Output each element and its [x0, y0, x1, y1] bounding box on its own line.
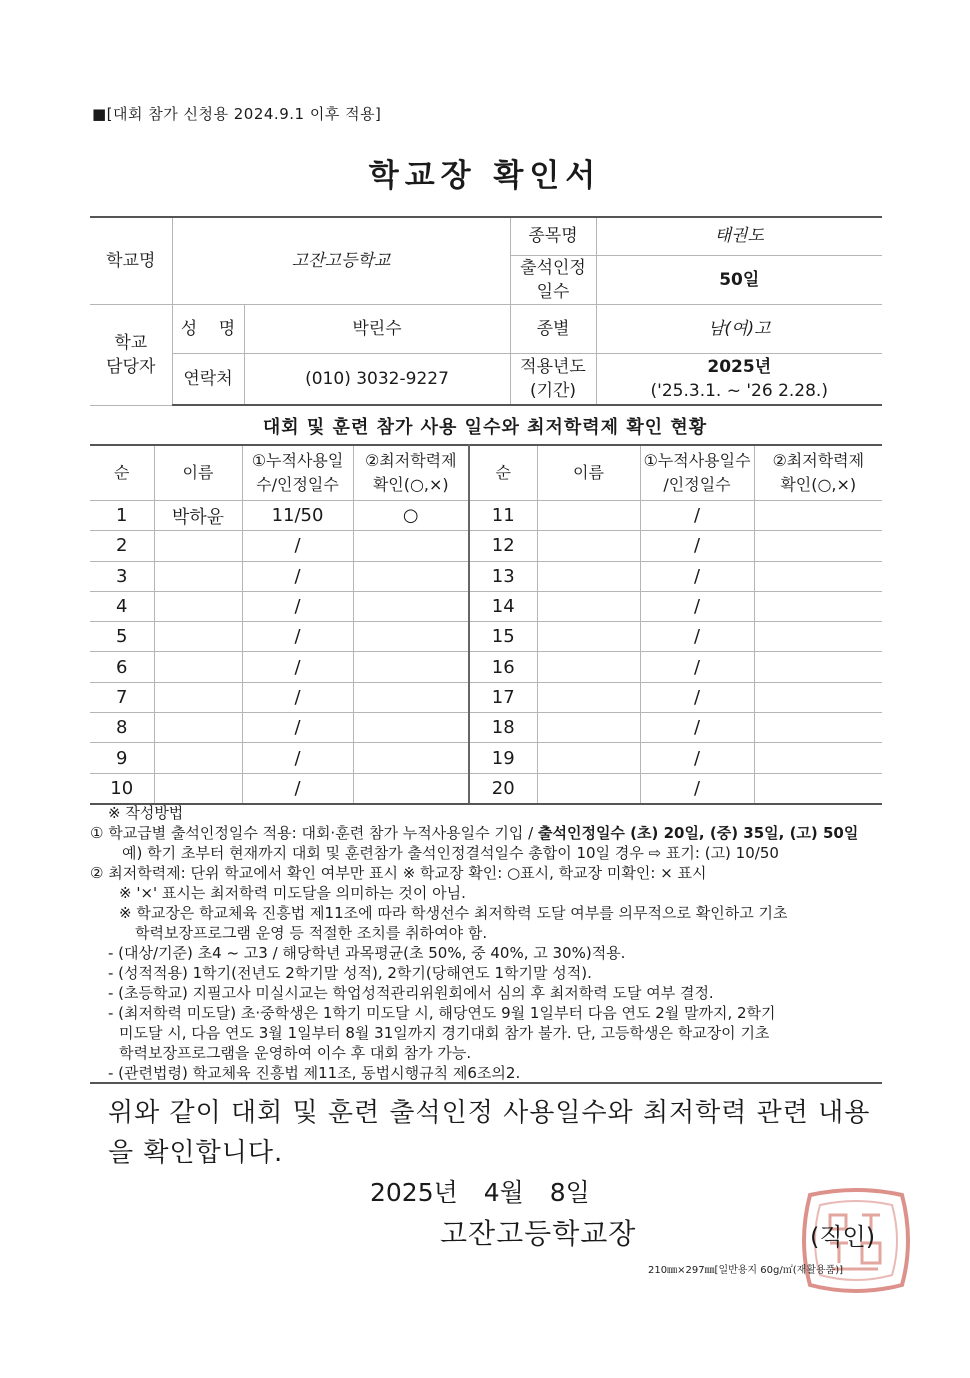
- row-no: 8: [90, 713, 154, 743]
- row-days: /: [242, 622, 353, 652]
- divider: [90, 1082, 882, 1084]
- header-no-2: 순: [469, 445, 537, 501]
- row-name: [154, 682, 242, 712]
- gender-value: 남(여)고: [596, 304, 882, 353]
- application-note: ■[대회 참가 신청용 2024.9.1 이후 적용]: [92, 105, 382, 123]
- seal-label: (직인): [810, 1223, 876, 1251]
- guide-law: - (관련법령) 학교체육 진흥법 제11조, 동법시행규칙 제6조의2.: [108, 1064, 521, 1082]
- row-days-2: /: [640, 591, 754, 621]
- table-row: [90, 652, 882, 682]
- row-check: [353, 622, 469, 652]
- row-days: /: [242, 652, 353, 682]
- manager-label: 학교 담당자: [90, 304, 172, 405]
- roster-title: 대회 및 훈련 참가 사용 일수와 최저학력제 확인 현황: [262, 417, 708, 438]
- row-check: [353, 531, 469, 561]
- table-row: [90, 622, 882, 652]
- row-name: [154, 561, 242, 591]
- header-name-2: 이름: [537, 445, 640, 501]
- row-days: 11/50: [242, 501, 353, 531]
- principal-name: 고잔고등학교장: [440, 1217, 637, 1250]
- row-check-2: [754, 743, 882, 773]
- row-days: /: [242, 713, 353, 743]
- name-label: 성 명: [172, 304, 244, 353]
- row-check-2: [754, 622, 882, 652]
- row-check-2: [754, 501, 882, 531]
- year-value: 2025년: [707, 356, 772, 377]
- row-name-2: [537, 501, 640, 531]
- row-no-2: 11: [469, 501, 537, 531]
- row-check: [353, 743, 469, 773]
- school-info-table: [90, 216, 882, 406]
- header-check: ②최저학력제 확인(○,×): [353, 445, 469, 501]
- row-name: [154, 652, 242, 682]
- row-name: [154, 743, 242, 773]
- issue-date: 2025년 4월 8일: [370, 1178, 590, 1207]
- row-no: 6: [90, 652, 154, 682]
- row-days-2: /: [640, 561, 754, 591]
- header-no: 순: [90, 445, 154, 501]
- row-days-2: /: [640, 713, 754, 743]
- row-no-2: 16: [469, 652, 537, 682]
- guide-item-2-note-b-cont: 학력보장프로그램 운영 등 적절한 조치를 취하여야 함.: [135, 924, 488, 942]
- row-no-2: 14: [469, 591, 537, 621]
- guide-shortfall-cont-1: 미도달 시, 다음 연도 3월 1일부터 8월 31일까지 경기대회 참가 불가. 단, 고등학생은 학교장이 기초: [119, 1024, 770, 1042]
- row-name: 박하윤: [154, 501, 242, 531]
- row-check: ○: [353, 501, 469, 531]
- table-row: [90, 743, 882, 773]
- year-cell: [596, 353, 882, 405]
- table-row: [90, 501, 882, 531]
- row-days-2: /: [640, 773, 754, 804]
- year-label: 적용년도 (기간): [510, 353, 596, 405]
- row-no-2: 19: [469, 743, 537, 773]
- header-days-2: ①누적사용일수 /인정일수: [640, 445, 754, 501]
- row-check-2: [754, 713, 882, 743]
- period-value: ('25.3.1. ~ '26 2.28.): [650, 380, 828, 401]
- row-check: [353, 773, 469, 804]
- row-no: 2: [90, 531, 154, 561]
- guide-item-1-example: 예) 학기 초부터 현재까지 대회 및 훈련참가 출석인정결석일수 총합이 10일 경우 ⇨ 표기: (고) 10/50: [122, 844, 779, 862]
- row-check-2: [754, 531, 882, 561]
- row-check-2: [754, 773, 882, 804]
- row-check: [353, 561, 469, 591]
- row-name-2: [537, 713, 640, 743]
- confirmation-text: 위와 같이 대회 및 훈련 출석인정 사용일수와 최저학력 관련 내용을 확인합니다.: [108, 1098, 871, 1168]
- header-check-2: ②최저학력제 확인(○,×): [754, 445, 882, 501]
- row-days: /: [242, 773, 353, 804]
- table-row: [90, 531, 882, 561]
- school-label: 학교명: [90, 217, 172, 304]
- sport-value: 태권도: [596, 217, 882, 255]
- row-no-2: 12: [469, 531, 537, 561]
- row-no: 3: [90, 561, 154, 591]
- guide-item-2-note-b: ※ 학교장은 학교체육 진흥법 제11조에 따라 학생선수 최저학력 도달 여부를 의무적으로 확인하고 기초: [119, 904, 788, 922]
- row-name-2: [537, 773, 640, 804]
- row-no-2: 17: [469, 682, 537, 712]
- contact-value: (010) 3032-9227: [244, 353, 510, 405]
- attendance-label: 출석인정 일수: [510, 255, 596, 304]
- guide-shortfall-cont-2: 학력보장프로그램을 운영하여 이수 후 대회 참가 가능.: [119, 1044, 472, 1062]
- row-name: [154, 773, 242, 804]
- row-check: [353, 713, 469, 743]
- roster-table: [90, 444, 882, 805]
- guide-item-2-note-a: ※ '×' 표시는 최저학력 미도달을 의미하는 것이 아님.: [119, 884, 466, 902]
- guide-shortfall: - (최저학력 미도달) 초·중학생은 1학기 미도달 시, 해당연도 9월 1일부터 다음 연도 2월 말까지, 2학기: [108, 1004, 776, 1022]
- row-check: [353, 591, 469, 621]
- row-check-2: [754, 591, 882, 621]
- row-no: 10: [90, 773, 154, 804]
- row-name: [154, 531, 242, 561]
- row-name-2: [537, 622, 640, 652]
- guide-target: - (대상/기준) 초4 ~ 고3 / 해당학년 과목평균(초 50%, 중 40%, 고 30%)적용.: [108, 944, 626, 962]
- row-name: [154, 622, 242, 652]
- guide-item-2: ② 최저학력제: 단위 학교에서 확인 여부만 표시 ※ 학교장 확인: ○표시, 학교장 미확인: × 표시: [90, 864, 707, 882]
- header-days: ①누적사용일 수/인정일수: [242, 445, 353, 501]
- table-row: [90, 561, 882, 591]
- row-check-2: [754, 652, 882, 682]
- header-name: 이름: [154, 445, 242, 501]
- row-no: 9: [90, 743, 154, 773]
- name-value: 박린수: [244, 304, 510, 353]
- row-name-2: [537, 591, 640, 621]
- table-row: [90, 713, 882, 743]
- row-no-2: 20: [469, 773, 537, 804]
- row-no-2: 13: [469, 561, 537, 591]
- row-name-2: [537, 743, 640, 773]
- school-value: 고잔고등학교: [172, 217, 510, 304]
- row-name-2: [537, 561, 640, 591]
- row-no-2: 15: [469, 622, 537, 652]
- row-days-2: /: [640, 531, 754, 561]
- row-check-2: [754, 561, 882, 591]
- paper-spec: 210㎜×297㎜[일반용지 60g/㎡(재활용품)]: [648, 1265, 844, 1276]
- attendance-value: 50일: [596, 255, 882, 304]
- guide-item-1-text: ① 학교급별 출석인정일수 적용: 대회·훈련 참가 누적사용일수 기입 /: [90, 824, 538, 842]
- table-row: [90, 682, 882, 712]
- row-days: /: [242, 591, 353, 621]
- row-days-2: /: [640, 682, 754, 712]
- row-no: 1: [90, 501, 154, 531]
- row-days: /: [242, 743, 353, 773]
- guide-item-1: [90, 823, 882, 843]
- document-title: 학교장 확인서: [368, 158, 602, 194]
- row-name-2: [537, 682, 640, 712]
- row-name: [154, 591, 242, 621]
- row-check: [353, 682, 469, 712]
- table-row: [90, 773, 882, 804]
- guide-grade: - (성적적용) 1학기(전년도 2학기말 성적), 2학기(당해연도 1학기말 성적).: [108, 964, 592, 982]
- row-name-2: [537, 531, 640, 561]
- row-check-2: [754, 682, 882, 712]
- row-check: [353, 652, 469, 682]
- row-name: [154, 713, 242, 743]
- row-days-2: /: [640, 743, 754, 773]
- row-days: /: [242, 531, 353, 561]
- guide-item-1-bold: 출석인정일수 (초) 20일, (중) 35일, (고) 50일: [537, 824, 859, 842]
- row-name-2: [537, 652, 640, 682]
- row-no: 5: [90, 622, 154, 652]
- guide-heading: ※ 작성방법: [108, 804, 184, 822]
- row-no-2: 18: [469, 713, 537, 743]
- row-no: 7: [90, 682, 154, 712]
- sport-label: 종목명: [510, 217, 596, 255]
- row-days-2: /: [640, 622, 754, 652]
- guide-elementary: - (초등학교) 지필고사 미실시교는 학업성적관리위원회에서 심의 후 최저학력 도달 여부 결정.: [108, 984, 714, 1002]
- table-row: [90, 591, 882, 621]
- row-days-2: /: [640, 652, 754, 682]
- row-no: 4: [90, 591, 154, 621]
- row-days: /: [242, 682, 353, 712]
- writing-guide: [90, 803, 882, 1083]
- gender-label: 종별: [510, 304, 596, 353]
- row-days: /: [242, 561, 353, 591]
- row-days-2: /: [640, 501, 754, 531]
- contact-label: 연락처: [172, 353, 244, 405]
